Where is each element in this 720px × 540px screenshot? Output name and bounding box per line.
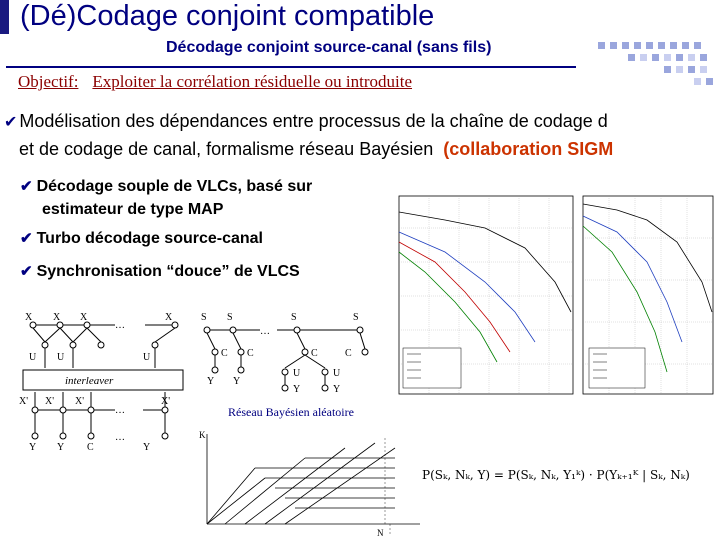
svg-text:X': X' xyxy=(45,396,55,407)
sub-bullet-1-line2: estimateur de type MAP xyxy=(42,201,224,218)
sub-bullet-2-text: Turbo décodage source-canal xyxy=(36,230,263,247)
svg-text:Y: Y xyxy=(143,442,151,453)
svg-text:X: X xyxy=(80,312,88,323)
svg-text:C: C xyxy=(311,348,318,359)
slide-subtitle: Décodage conjoint source-canal (sans fils) xyxy=(166,39,492,56)
decorative-dots xyxy=(588,40,718,90)
svg-text:Y: Y xyxy=(293,384,301,395)
svg-text:…: … xyxy=(260,326,270,337)
slide-title: (Dé)Codage conjoint compatible xyxy=(20,0,435,32)
sub-bullet-soft-decoding xyxy=(20,175,312,221)
trellis-diagram xyxy=(195,428,430,540)
svg-text:S: S xyxy=(201,312,207,323)
svg-text:…: … xyxy=(115,320,125,331)
main-bullet xyxy=(4,108,720,163)
svg-text:…: … xyxy=(115,405,125,416)
main-bullet-line2: et de codage de canal, formalisme réseau Bayésien xyxy=(19,139,434,159)
svg-text:X': X' xyxy=(75,396,85,407)
svg-text:S: S xyxy=(353,312,359,323)
probability-formula: P(Sₖ, Nₖ, Y) = P(Sₖ, Nₖ, Y₁ᵏ) · P(Yₖ₊₁ᴷ | Sₖ, Nₖ) xyxy=(422,468,690,482)
svg-text:Y: Y xyxy=(207,376,215,387)
svg-text:X: X xyxy=(25,312,33,323)
svg-text:U: U xyxy=(57,352,65,363)
title-accent-bar xyxy=(0,0,9,34)
svg-text:C: C xyxy=(247,348,254,359)
svg-text:X': X' xyxy=(161,396,171,407)
title-divider xyxy=(6,66,576,68)
svg-text:…: … xyxy=(115,432,125,443)
svg-text:Y: Y xyxy=(333,384,341,395)
svg-text:C: C xyxy=(87,442,94,453)
svg-text:X': X' xyxy=(19,396,29,407)
check-icon: ✔ xyxy=(20,263,33,280)
svg-text:U: U xyxy=(29,352,37,363)
check-icon: ✔ xyxy=(20,178,33,195)
performance-plot-left xyxy=(385,192,577,410)
svg-text:U: U xyxy=(293,368,301,379)
performance-plot-right xyxy=(567,192,717,410)
svg-text:Y: Y xyxy=(233,376,241,387)
svg-text:U: U xyxy=(333,368,341,379)
objective-label: Objectif: xyxy=(18,72,79,91)
svg-text:S: S xyxy=(291,312,297,323)
svg-text:C: C xyxy=(221,348,228,359)
sub-bullet-turbo xyxy=(20,229,263,248)
svg-text:N: N xyxy=(377,528,384,538)
svg-text:K: K xyxy=(199,430,206,440)
collaboration-note: (collaboration SIGM xyxy=(443,139,614,159)
svg-text:U: U xyxy=(143,352,151,363)
svg-text:C: C xyxy=(345,348,352,359)
svg-text:X: X xyxy=(53,312,61,323)
svg-text:X: X xyxy=(165,312,173,323)
random-network-caption: Réseau Bayésien aléatoire xyxy=(228,405,354,419)
check-icon: ✔ xyxy=(20,230,33,247)
check-icon: ✔ xyxy=(4,114,18,131)
svg-text:Y: Y xyxy=(57,442,65,453)
interleaver-label: interleaver xyxy=(65,375,114,387)
sub-bullet-1-line1: Décodage souple de VLCs, basé sur xyxy=(36,178,313,195)
svg-text:S: S xyxy=(227,312,233,323)
objective-line xyxy=(18,72,412,92)
sub-bullet-synchronisation xyxy=(20,262,300,281)
sub-bullet-3-text: Synchronisation “douce” de VLCS xyxy=(36,263,300,280)
svg-text:Y: Y xyxy=(29,442,37,453)
main-bullet-line1: Modélisation des dépendances entre processus de la chaîne de codage d xyxy=(19,111,608,131)
objective-text: Exploiter la corrélation résiduelle ou introduite xyxy=(92,72,413,91)
